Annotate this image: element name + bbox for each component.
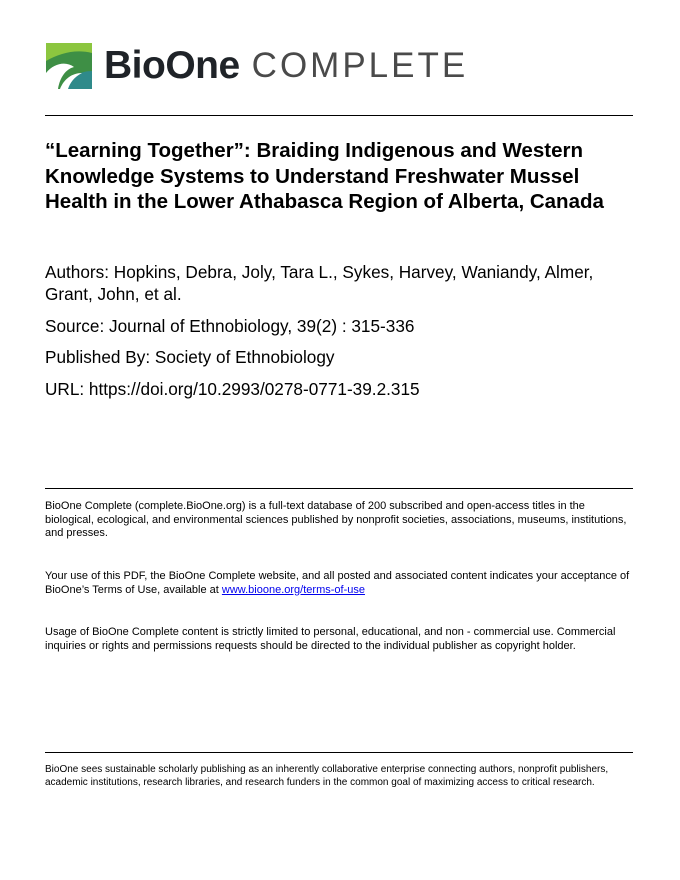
usage-notice: Usage of BioOne Complete content is strictly limited to personal, educational, and non - commercial use. Commercial inquiries or rights and permissions requests should be directed to the individual publisher as copyright holder. xyxy=(45,626,616,652)
article-publisher: Published By: Society of Ethnobiology xyxy=(45,347,335,367)
terms-of-use-link[interactable]: www.bioone.org/terms-of-use xyxy=(221,583,365,596)
footer-statement: BioOne sees sustainable scholarly publishing as an inherently collaborative enterprise connecting authors, nonprofit publishers, academic institutions, research libraries, and research funders in the common goal of maximizing access to critical research. xyxy=(45,764,609,788)
brand-name-bioone: BioOne xyxy=(104,44,240,87)
article-title: “Learning Together”: Braiding Indigenous and Western Knowledge Systems to Understand Freshwater Mussel Health in the Lower Athabasca Region of Alberta, Canada xyxy=(45,139,604,213)
article-source: Source: Journal of Ethnobiology, 39(2) : 315-336 xyxy=(45,316,415,336)
notices-divider xyxy=(45,488,633,489)
article-authors: Authors: Hopkins, Debra, Joly, Tara L., Sykes, Harvey, Waniandy, Almer, Grant, John, et al. xyxy=(45,262,594,304)
header-divider xyxy=(45,115,633,116)
bioone-complete-logo[interactable] xyxy=(46,42,468,90)
about-bioone-notice: BioOne Complete (complete.BioOne.org) is a full-text database of 200 subscribed and open-access titles in the biological, ecological, and environmental sciences published by nonprofit societies, associations, museums, institutions, and presses. xyxy=(45,500,627,539)
brand-name-complete: COMPLETE xyxy=(251,46,469,85)
terms-of-use-text: Your use of this PDF, the BioOne Complete website, and all posted and associated content indicates your acceptance of BioOne’s Terms of Use, available at xyxy=(45,570,630,596)
footer-divider xyxy=(45,752,633,753)
terms-of-use-notice xyxy=(45,570,630,597)
article-url[interactable]: URL: https://doi.org/10.2993/0278-0771-39.2.315 xyxy=(45,379,420,399)
bioone-leaf-icon xyxy=(46,43,92,89)
